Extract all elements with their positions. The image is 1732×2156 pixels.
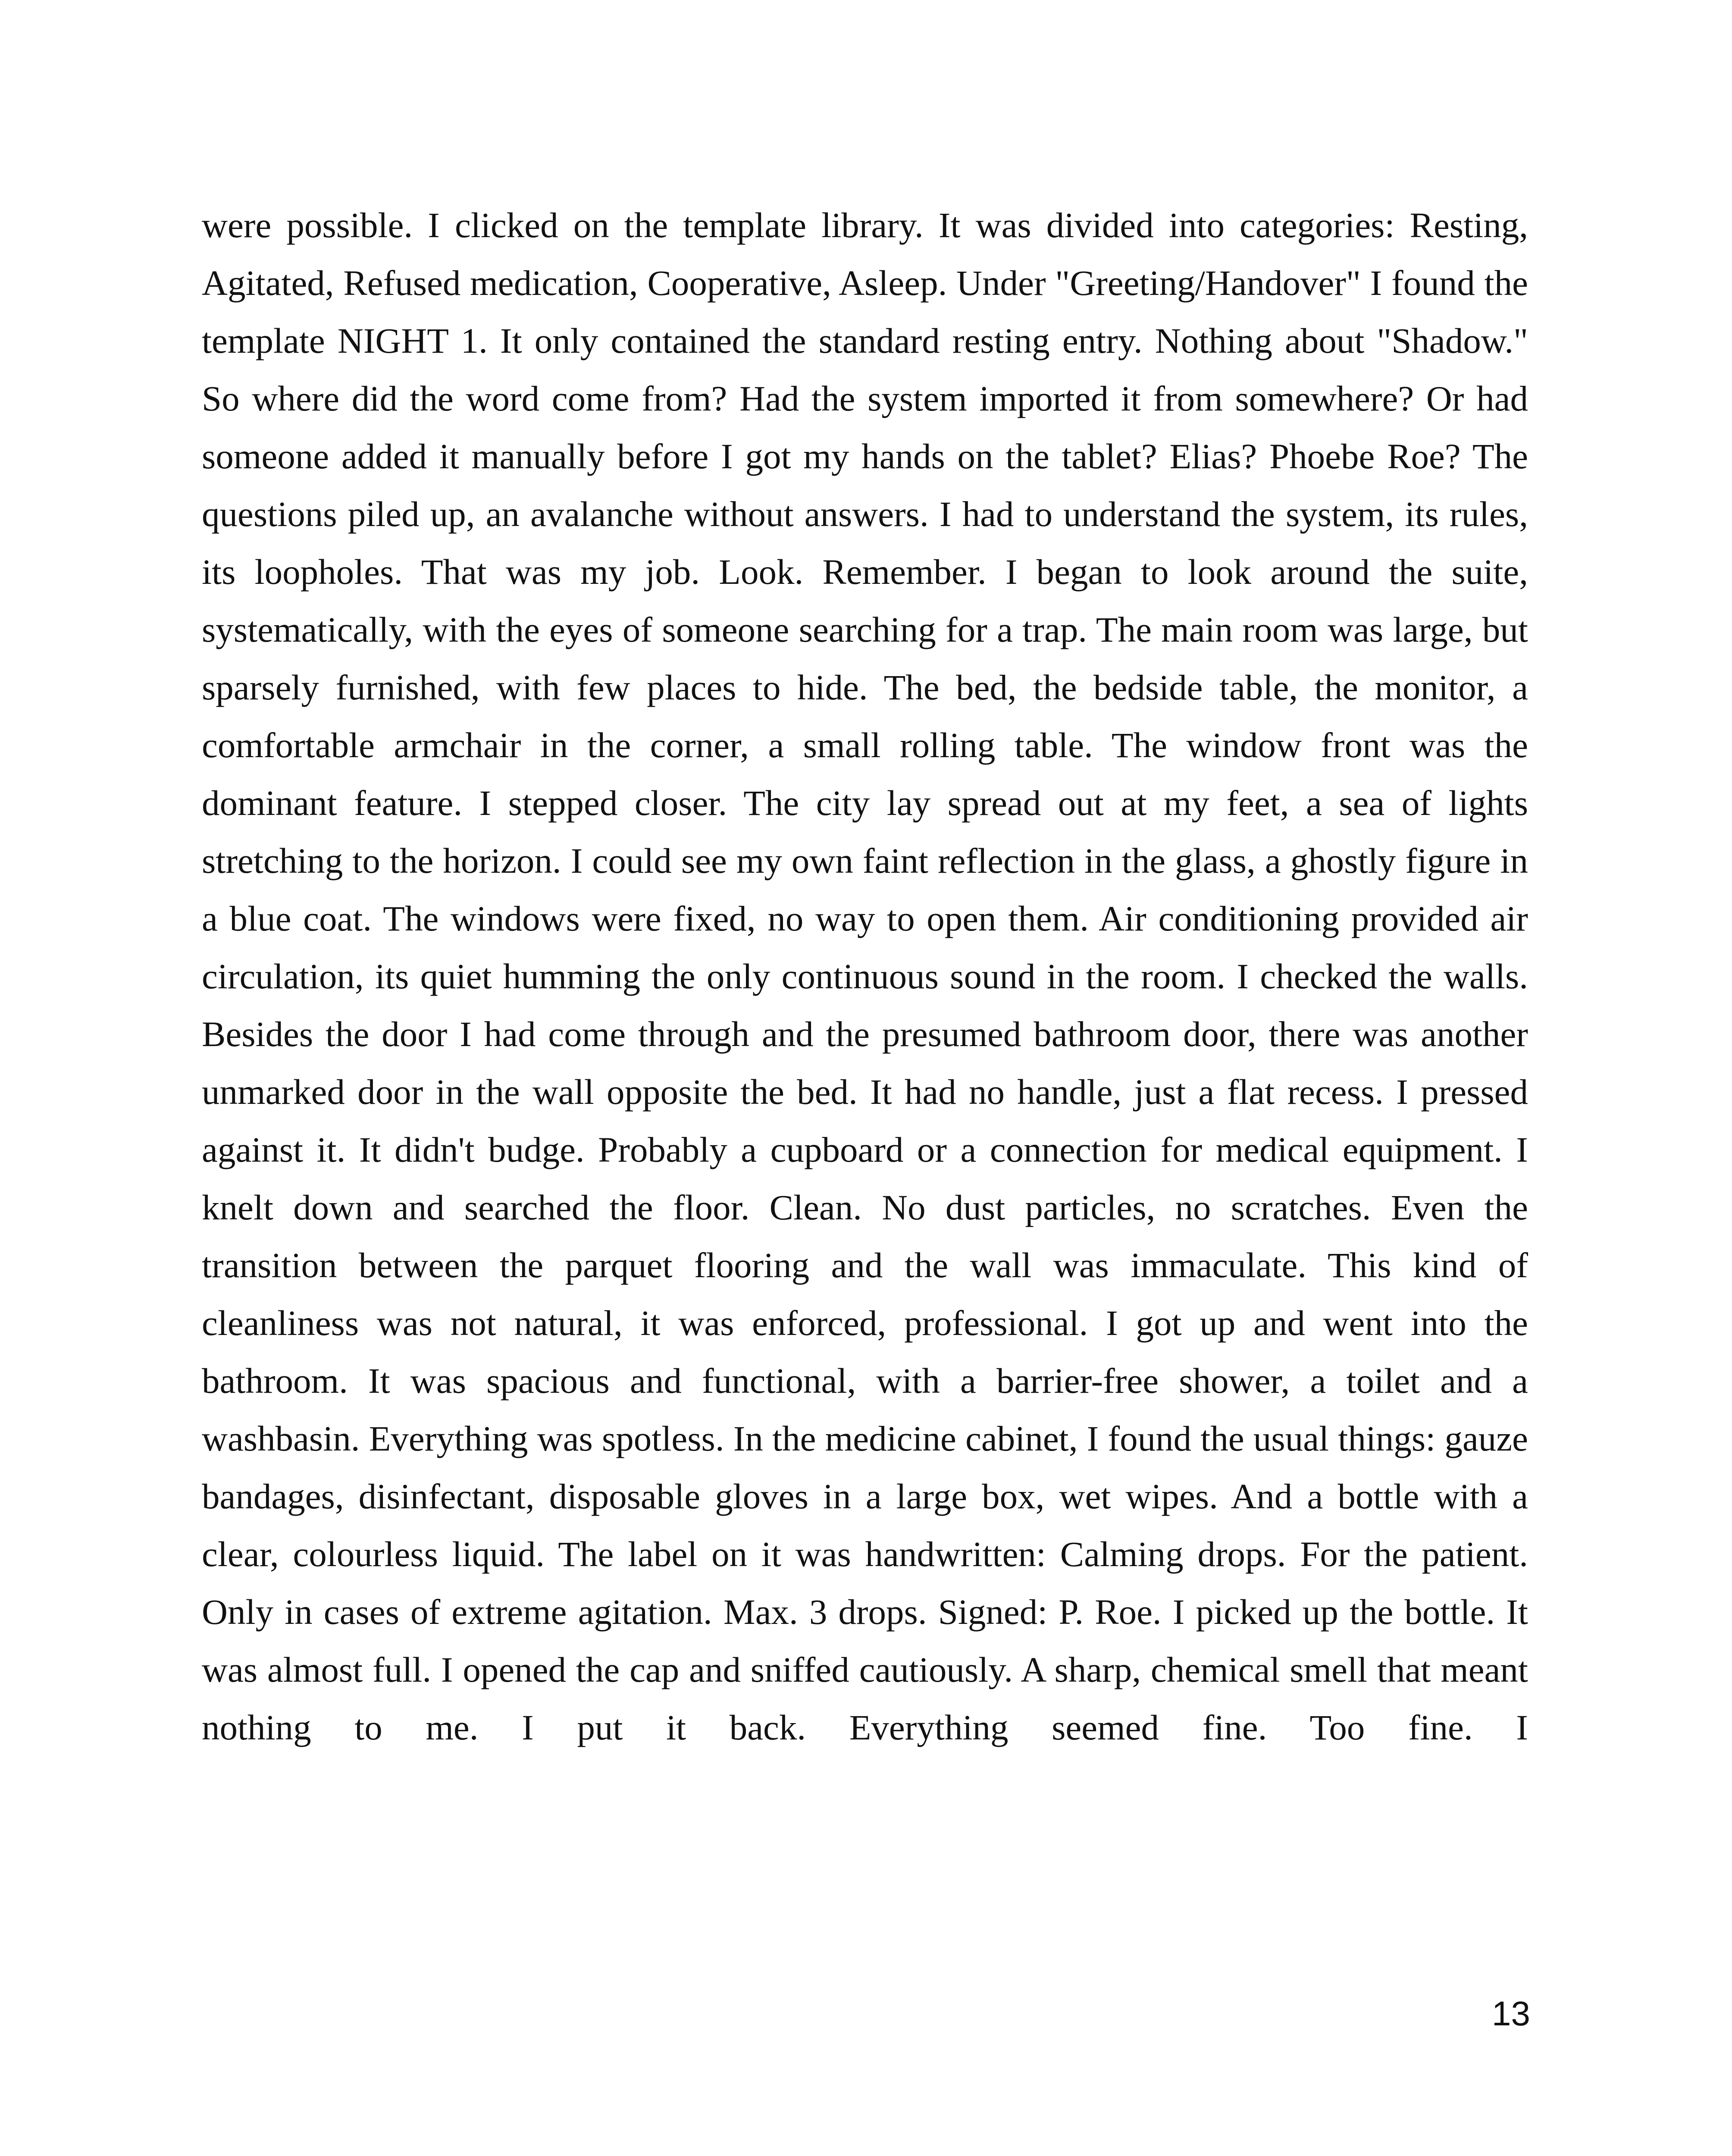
page-number: 13 (1492, 1994, 1530, 2033)
body-paragraph: were possible. I clicked on the template library. It was divided into categories: Resting, Agitated, Refused medication, Cooperative, Asleep. Under "Greeting/Handover" I found the template NIGHT 1. It only contained the standard resting entry. Nothing about "Shadow." So where did the word come from? Had the system imported it from somewhere? Or had someone added it manually before I got my hands on the tablet? Elias? Phoebe Roe? The questions piled up, an avalanche without answers. I had to understand the system, its rules, its loopholes. That was my job. Look. Remember. I began to look around the suite, systematically, with the eyes of someone searching for a trap. The main room was large, but sparsely furnished, with few places to hide. The bed, the bedside table, the monitor, a comfortable armchair in the corner, a small rolling table. The window front was the dominant feature. I stepped closer. The city lay spread out at my feet, a sea of lights stretching to the horizon. I could see my own faint reflection in the glass, a ghostly figure in a blue coat. The windows were fixed, no way to open them. Air conditioning provided air circulation, its quiet humming the only continuous sound in the room. I checked the walls. Besides the door I had come through and the presumed bathroom door, there was another unmarked door in the wall opposite the bed. It had no handle, just a flat recess. I pressed against it. It didn't budge. Probably a cupboard or a connection for medical equipment. I knelt down and searched the floor. Clean. No dust particles, no scratches. Even the transition between the parquet flooring and the wall was immaculate. This kind of cleanliness was not natural, it was enforced, professional. I got up and went into the bathroom. It was spacious and functional, with a barrier-free shower, a toilet and a washbasin. Everything was spotless. In the medicine cabinet, I found the usual things: gauze bandages, disinfectant, disposable gloves in a large box, wet wipes. And a bottle with a clear, colourless liquid. The label on it was handwritten: Calming drops. For the patient. Only in cases of extreme agitation. Max. 3 drops. Signed: P. Roe. I picked up the bottle. It was almost full. I opened the cap and sniffed cautiously. A sharp, chemical smell that meant nothing to me. I put it back. Everything seemed fine. Too fine. I (202, 205, 1528, 1747)
